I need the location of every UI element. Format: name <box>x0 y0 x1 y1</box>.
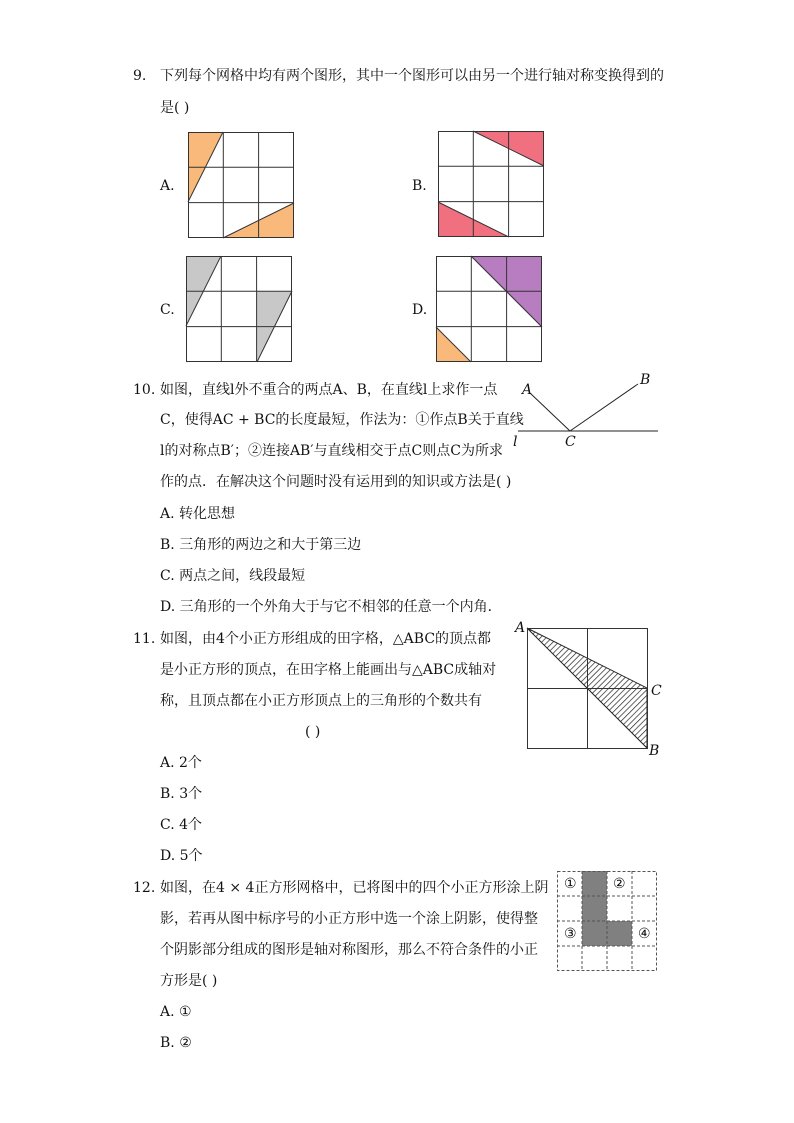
question-12-text-line3: 个阴影部分组成的图形是轴对称图形，那么不符合条件的小正 <box>160 942 538 958</box>
q12-label-3: ③ <box>564 926 577 942</box>
question-10-number: 10. <box>133 382 156 398</box>
question-9-text-line1: 下列每个网格中均有两个图形，其中一个图形可以由另一个进行轴对称变换得到的 <box>160 68 664 84</box>
q10-choice-b: B. 三角形的两边之和大于第三边 <box>160 537 362 553</box>
question-9-text-line2: 是( ) <box>160 100 190 116</box>
q9-option-d-label: D. <box>412 302 428 318</box>
q11-figure <box>527 628 649 750</box>
question-12-text-line1: 如图，在4 × 4正方形网格中，已将图中的四个小正方形涂上阴 <box>160 880 549 896</box>
q9-option-b-label: B. <box>412 178 427 194</box>
q10-choice-c: C. 两点之间，线段最短 <box>160 568 306 584</box>
question-11-number: 11. <box>133 631 156 647</box>
q9-option-c-label: C. <box>160 302 175 318</box>
q11-label-c: C <box>651 683 662 699</box>
q9-option-d-grid <box>436 256 542 362</box>
q10-segment-ac <box>530 393 570 431</box>
q9-option-b-grid <box>438 131 544 237</box>
question-11-text-line3: 称，且顶点都在小正方形顶点上的三角形的个数共有 <box>160 693 482 709</box>
question-12-number: 12. <box>133 880 156 896</box>
question-10-text-line1: 如图，直线l外不重合的两点A、B，在直线l上求作一点 <box>160 382 498 398</box>
q12-choice-a: A. ① <box>160 1004 192 1020</box>
q11-choice-a: A. 2个 <box>160 755 202 771</box>
q12-choice-b: B. ② <box>160 1035 192 1051</box>
q10-choice-a: A. 转化思想 <box>160 506 236 522</box>
q10-choice-d: D. 三角形的一个外角大于与它不相邻的任意一个内角． <box>160 599 502 615</box>
question-11-text-line1: 如图，由4个小正方形组成的田字格，△ABC的顶点都 <box>160 631 492 647</box>
q11-choice-d: D. 5个 <box>160 848 203 864</box>
q9-option-a-grid <box>188 132 294 238</box>
q11-label-b: B <box>649 743 660 759</box>
q11-choice-b: B. 3个 <box>160 786 203 802</box>
question-10-text-line4: 作的点．在解决这个问题时没有运用到的知识或方法是( ) <box>160 474 512 490</box>
q11-label-a: A <box>515 620 526 636</box>
question-10-text-line3: l的对称点B′；②连接AB′与直线相交于点C则点C为所求 <box>160 443 503 459</box>
q9-option-a-label: A. <box>160 178 175 194</box>
q12-label-4: ④ <box>638 926 651 942</box>
q10-segment-bc <box>570 384 638 431</box>
q10-figure <box>510 368 660 448</box>
question-11-text-line2: 是小正方形的顶点，在田字格上能画出与△ABC成轴对 <box>160 662 497 678</box>
question-12-text-line2: 影，若再从图中标序号的小正方形中选一个涂上阴影，使得整 <box>160 911 538 927</box>
question-11-text-line4: ( ) <box>305 724 321 740</box>
q10-label-c: C <box>565 434 576 450</box>
q11-choice-c: C. 4个 <box>160 817 203 833</box>
q10-label-l: l <box>513 434 518 450</box>
q10-label-a: A <box>522 382 533 398</box>
question-10-text-line2: C，使得AC + BC的长度最短，作法为：①作点B关于直线 <box>160 412 524 428</box>
q9-option-c-grid <box>186 256 292 362</box>
q10-label-b: B <box>640 372 651 388</box>
q12-label-2: ② <box>613 876 626 892</box>
question-9-number: 9. <box>133 68 147 84</box>
question-12-text-line4: 方形是( ) <box>160 973 218 989</box>
q12-label-1: ① <box>564 876 577 892</box>
